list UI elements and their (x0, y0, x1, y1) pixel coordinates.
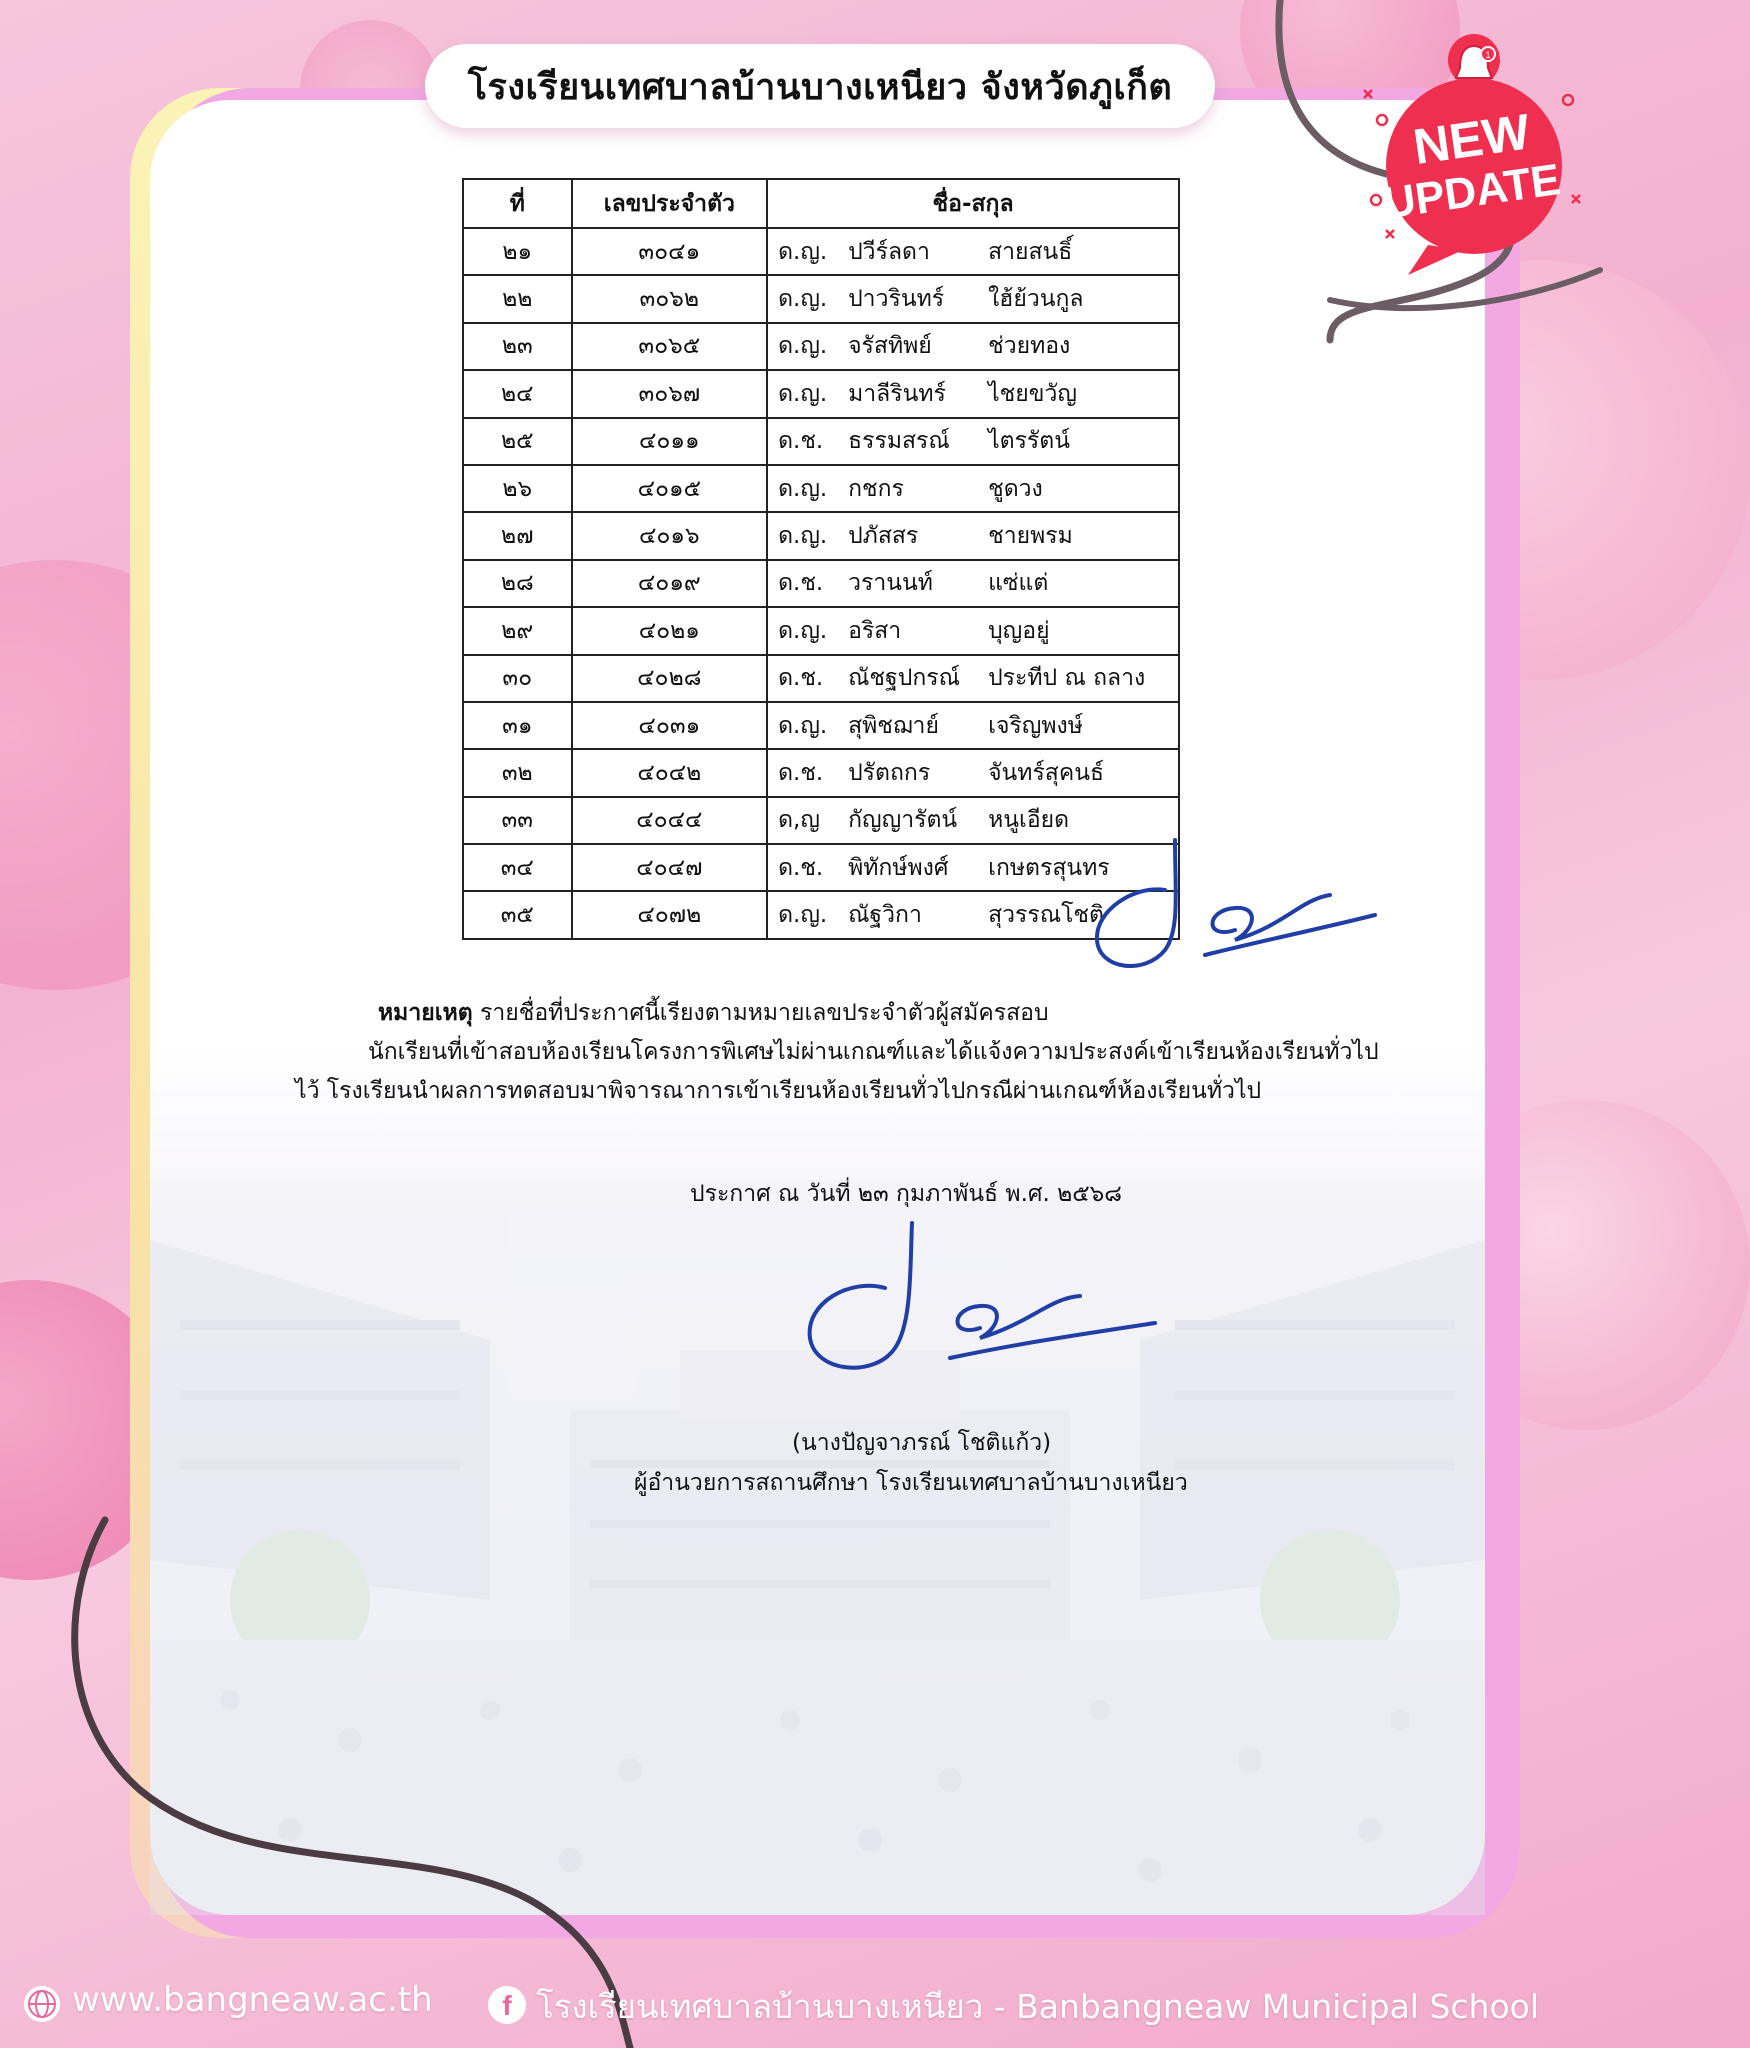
table-row (463, 560, 1179, 607)
table-body (463, 228, 1179, 939)
cell-student-id: ๓๐๖๒ (572, 275, 768, 322)
cell-student-id: ๔๐๑๑ (572, 418, 768, 465)
cell-name (767, 323, 1179, 370)
name-prefix: ด.ช. (778, 428, 824, 455)
name-prefix: ด.ญ. (778, 286, 828, 313)
first-name: ปรัตถกร (848, 759, 931, 786)
last-name: เจริญพงษ์ (988, 712, 1083, 739)
last-name: ใฮ้ย้วนกูล (988, 286, 1084, 313)
last-name: สายสนธิ์ (988, 238, 1073, 265)
table-row (463, 797, 1179, 844)
remark-line-1 (378, 995, 1049, 1031)
last-name: ชายพรม (988, 523, 1073, 550)
last-name: เกษตรสุนทร (988, 854, 1110, 881)
first-name: กัญญารัตน์ (848, 807, 958, 834)
signatory-position: ผู้อำนวยการสถานศึกษา โรงเรียนเทศบาลบ้านบางเหนียว (634, 1470, 1188, 1496)
name-prefix: ด.ญ. (778, 380, 828, 407)
cell-student-id: ๔๐๑๖ (572, 512, 768, 559)
first-name: กชกร (848, 475, 904, 502)
name-prefix: ด.ช. (778, 854, 824, 881)
name-prefix: ด.ญ. (778, 902, 828, 929)
cell-no: ๓๕ (463, 891, 572, 938)
announcement-date: ประกาศ ณ วันที่ ๒๓ กุมภาพันธ์ พ.ศ. ๒๕๖๘ (690, 1181, 1123, 1207)
table-row (463, 275, 1179, 322)
cell-no: ๓๓ (463, 797, 572, 844)
cell-no: ๒๒ (463, 275, 572, 322)
signatory-name: (นางปัญจาภรณ์ โชติแก้ว) (792, 1430, 1052, 1456)
new-update-badge (1368, 50, 1580, 272)
cell-name (767, 370, 1179, 417)
page-title: โรงเรียนเทศบาลบ้านบางเหนียว จังหวัดภูเก็ต (467, 66, 1173, 108)
table-row (463, 607, 1179, 654)
last-name: จันทร์สุคนธ์ (988, 759, 1104, 786)
name-prefix: ด.ญ. (778, 617, 828, 644)
cell-student-id: ๔๐๑๕ (572, 465, 768, 512)
badge-line-2: UPDATE (1380, 155, 1564, 229)
table-row (463, 891, 1179, 938)
first-name: ปาวรินทร์ (848, 286, 945, 313)
first-name: จรัสทิพย์ (848, 333, 932, 360)
last-name: ประทีป ณ ถลาง (988, 665, 1146, 692)
cell-name (767, 607, 1179, 654)
website-link[interactable]: www.bangneaw.ac.th (72, 1980, 433, 2020)
cell-no: ๓๒ (463, 749, 572, 796)
remark-line-2: นักเรียนที่เข้าสอบห้องเรียนโครงการพิเศษไม่ผ่านเกณฑ์และได้แจ้งความประสงค์เข้าเรียนห้องเรียนทั่วไป (368, 1039, 1379, 1065)
name-prefix: ด.ญ. (778, 475, 828, 502)
column-header-no: ที่ (463, 179, 572, 228)
cell-name (767, 655, 1179, 702)
badge-line-1: NEW (1409, 103, 1534, 176)
table-row (463, 844, 1179, 891)
cell-no: ๓๑ (463, 702, 572, 749)
table-row (463, 512, 1179, 559)
table-row (463, 323, 1179, 370)
cell-student-id: ๔๐๗๒ (572, 891, 768, 938)
first-name: มาลีรินทร์ (848, 380, 946, 407)
cell-name (767, 749, 1179, 796)
cell-name (767, 465, 1179, 512)
table-row (463, 702, 1179, 749)
remark-line-3: ไว้ โรงเรียนนำผลการทดสอบมาพิจารณาการเข้าเรียนห้องเรียนทั่วไปกรณีผ่านเกณฑ์ห้องเรียนทั่วไป (295, 1078, 1262, 1104)
last-name: หนูเอียด (988, 807, 1070, 834)
cell-no: ๓๔ (463, 844, 572, 891)
cell-name (767, 512, 1179, 559)
table-row (463, 749, 1179, 796)
table-row (463, 465, 1179, 512)
last-name: ชูดวง (988, 475, 1043, 502)
first-name: อริสา (848, 617, 902, 644)
cell-student-id: ๔๐๓๑ (572, 702, 768, 749)
title-banner (425, 44, 1215, 128)
cell-name (767, 228, 1179, 275)
cell-student-id: ๔๐๑๙ (572, 560, 768, 607)
last-name: ช่วยทอง (988, 333, 1071, 360)
name-prefix: ด.ช. (778, 665, 824, 692)
remark-label: หมายเหตุ (378, 1000, 473, 1026)
table-row (463, 228, 1179, 275)
facebook-icon: f (488, 1986, 526, 2024)
last-name: ไตรรัตน์ (988, 428, 1070, 455)
cell-name (767, 560, 1179, 607)
name-prefix: ด.ญ. (778, 333, 828, 360)
table-row (463, 370, 1179, 417)
first-name: ธรรมสรณ์ (848, 428, 950, 455)
first-name: พิทักษ์พงศ์ (848, 854, 949, 881)
globe-icon (24, 1986, 60, 2022)
remark-text-1: รายชื่อที่ประกาศนี้เรียงตามหมายเลขประจำตัวผู้สมัครสอบ (472, 1000, 1049, 1026)
name-prefix: ด.ช. (778, 570, 824, 597)
cell-student-id: ๔๐๒๘ (572, 655, 768, 702)
cell-no: ๒๙ (463, 607, 572, 654)
cell-no: ๒๗ (463, 512, 572, 559)
name-prefix: ด.ช. (778, 759, 824, 786)
first-name: ปวีร์ลดา (848, 238, 930, 265)
name-prefix: ด.ญ. (778, 523, 828, 550)
table-row (463, 418, 1179, 465)
cell-student-id: ๔๐๔๒ (572, 749, 768, 796)
cell-no: ๒๖ (463, 465, 572, 512)
cell-no: ๒๑ (463, 228, 572, 275)
cell-student-id: ๔๐๔๔ (572, 797, 768, 844)
name-prefix: ด.ญ. (778, 712, 828, 739)
cell-no: ๒๕ (463, 418, 572, 465)
cell-no: ๒๘ (463, 560, 572, 607)
first-name: ณัชฐปกรณ์ (848, 665, 960, 692)
cell-student-id: ๔๐๔๗ (572, 844, 768, 891)
column-header-id: เลขประจำตัว (572, 179, 768, 228)
table-row (463, 655, 1179, 702)
column-header-name: ชื่อ-สกุล (767, 179, 1179, 228)
cell-student-id: ๓๐๔๑ (572, 228, 768, 275)
cell-student-id: ๓๐๖๗ (572, 370, 768, 417)
table-header-row (463, 179, 1179, 228)
signature-small (1085, 830, 1385, 980)
cell-name (767, 702, 1179, 749)
cell-no: ๒๓ (463, 323, 572, 370)
first-name: ปภัสสร (848, 523, 919, 550)
cell-name (767, 418, 1179, 465)
first-name: สุพิชฌาย์ (848, 712, 939, 739)
cell-no: ๒๔ (463, 370, 572, 417)
facebook-page-link[interactable]: โรงเรียนเทศบาลบ้านบางเหนียว - Banbangneaw Municipal School (536, 1987, 1540, 2026)
first-name: วรานนท์ (848, 570, 933, 597)
cell-student-id: ๓๐๖๕ (572, 323, 768, 370)
name-prefix: ด,ญ (778, 807, 820, 834)
last-name: สุวรรณโชติ (988, 902, 1104, 929)
badge-count: 1 (1485, 50, 1491, 60)
last-name: แซ่แต่ (988, 570, 1049, 597)
student-table (462, 178, 1180, 940)
name-prefix: ด.ญ. (778, 238, 828, 265)
last-name: ไชยขวัญ (988, 380, 1077, 407)
first-name: ณัฐวิกา (848, 902, 922, 929)
cell-name (767, 275, 1179, 322)
cell-no: ๓๐ (463, 655, 572, 702)
signature-large (800, 1218, 1170, 1388)
cell-student-id: ๔๐๒๑ (572, 607, 768, 654)
last-name: บุญอยู่ (988, 617, 1050, 644)
